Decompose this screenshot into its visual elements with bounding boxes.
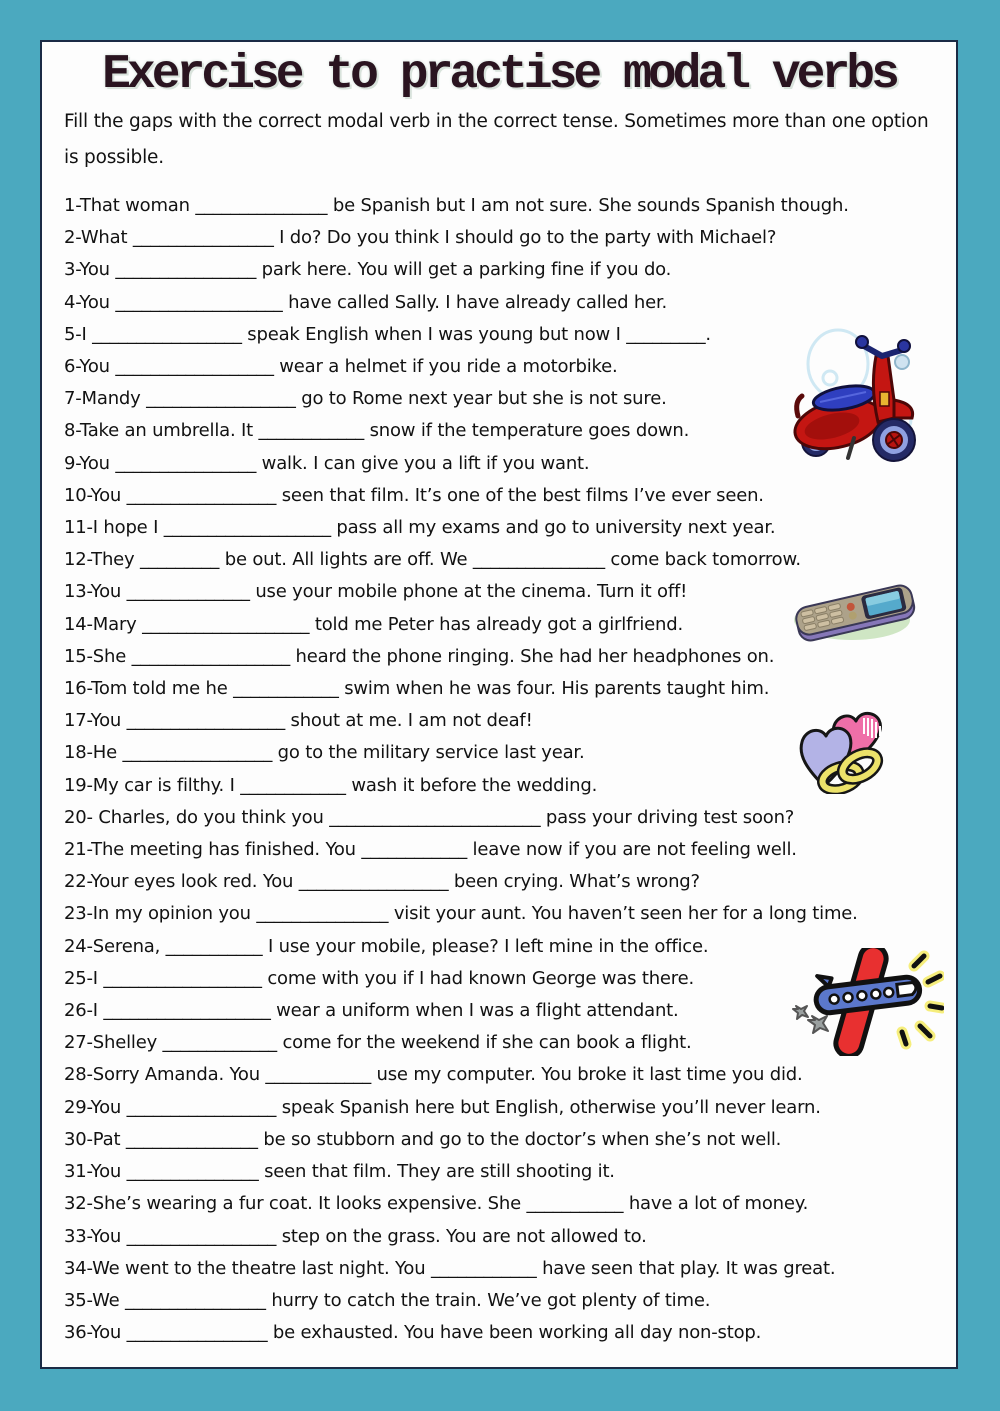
exercise-line: 5-I _________________ speak English when I was young but now I _________. [64, 323, 711, 345]
hearts-rings-image [794, 708, 886, 794]
exercise-line: 21-The meeting has finished. You ____________ leave now if you are not feeling well. [64, 839, 797, 861]
exercise-line: 28-Sorry Amanda. You ____________ use my computer. You broke it last time you did. [64, 1064, 803, 1086]
exercise-line: 8-Take an umbrella. It ____________ snow if the temperature goes down. [64, 420, 690, 442]
worksheet-instructions: Fill the gaps with the correct modal verb in the correct tense. Sometimes more than one option is possible. [64, 111, 929, 168]
exercise-line: 2-What ________________ I do? Do you think I should go to the party with Michael? [64, 227, 777, 249]
worksheet-page [40, 40, 958, 1369]
exercise-line: 10-You _________________ seen that film. It’s one of the best films I’ve ever seen. [64, 484, 764, 506]
mobile-phone-image [788, 576, 922, 648]
exercise-line: 7-Mandy _________________ go to Rome next year but she is not sure. [64, 388, 667, 410]
exercise-line: 33-You _________________ step on the grass. You are not allowed to. [64, 1225, 647, 1247]
exercise-line: 23-In my opinion you _______________ visit your aunt. You haven’t seen her for a long time. [64, 903, 858, 925]
exercise-line: 9-You ________________ walk. I can give you a lift if you want. [64, 452, 590, 474]
exercise-line: 3-You ________________ park here. You will get a parking fine if you do. [64, 259, 672, 281]
worksheet-title: Exercise to practise modal verbs [102, 48, 896, 102]
exercise-line: 31-You _______________ seen that film. They are still shooting it. [64, 1161, 615, 1183]
exercise-line: 32-She’s wearing a fur coat. It looks expensive. She ___________ have a lot of money. [64, 1193, 809, 1215]
exercise-line: 16-Tom told me he ____________ swim when he was four. His parents taught him. [64, 678, 770, 700]
exercise-line: 14-Mary ___________________ told me Peter has already got a girlfriend. [64, 613, 683, 635]
exercise-line: 34-We went to the theatre last night. You ____________ have seen that play. It was great. [64, 1257, 836, 1279]
exercise-line: 1-That woman _______________ be Spanish but I am not sure. She sounds Spanish though. [64, 195, 849, 216]
exercise-line: 11-I hope I ___________________ pass all my exams and go to university next year. [64, 517, 776, 539]
exercise-line: 20- Charles, do you think you ________________________ pass your driving test soon? [64, 806, 795, 828]
exercise-line: 26-I ___________________ wear a uniform when I was a flight attendant. [64, 1000, 679, 1022]
exercise-line: 27-Shelley _____________ come for the weekend if she can book a flight. [64, 1032, 692, 1054]
exercise-line: 22-Your eyes look red. You _________________ been crying. What’s wrong? [64, 871, 700, 893]
exercise-line: 12-They _________ be out. All lights are off. We _______________ come back tomorrow. [64, 549, 801, 571]
exercise-line: 15-She __________________ heard the phone ringing. She had her headphones on. [64, 645, 775, 667]
exercise-line: 24-Serena, ___________ I use your mobile, please? I left mine in the office. [64, 935, 709, 957]
exercise-line: 17-You __________________ shout at me. I am not deaf! [64, 710, 533, 732]
exercise-line: 18-He _________________ go to the military service last year. [64, 742, 585, 764]
exercise-line: 19-My car is filthy. I ____________ wash it before the wedding. [64, 774, 598, 796]
airplane-image [790, 948, 944, 1056]
exercise-line: 35-We ________________ hurry to catch the train. We’ve got plenty of time. [64, 1289, 711, 1311]
exercise-line: 13-You ______________ use your mobile phone at the cinema. Turn it off! [64, 581, 688, 603]
exercise-line: 30-Pat _______________ be so stubborn and go to the doctor’s when she’s not well. [64, 1128, 782, 1150]
exercise-line: 25-I __________________ come with you if I had known George was there. [64, 967, 695, 989]
exercise-line: 4-You ___________________ have called Sally. I have already called her. [64, 291, 668, 313]
exercise-line: 36-You ________________ be exhausted. You have been working all day non-stop. [64, 1322, 762, 1344]
exercise-line: 29-You _________________ speak Spanish here but English, otherwise you’ll never learn. [64, 1096, 821, 1118]
scooter-image [790, 322, 926, 464]
exercise-line: 6-You __________________ wear a helmet if you ride a motorbike. [64, 356, 618, 378]
